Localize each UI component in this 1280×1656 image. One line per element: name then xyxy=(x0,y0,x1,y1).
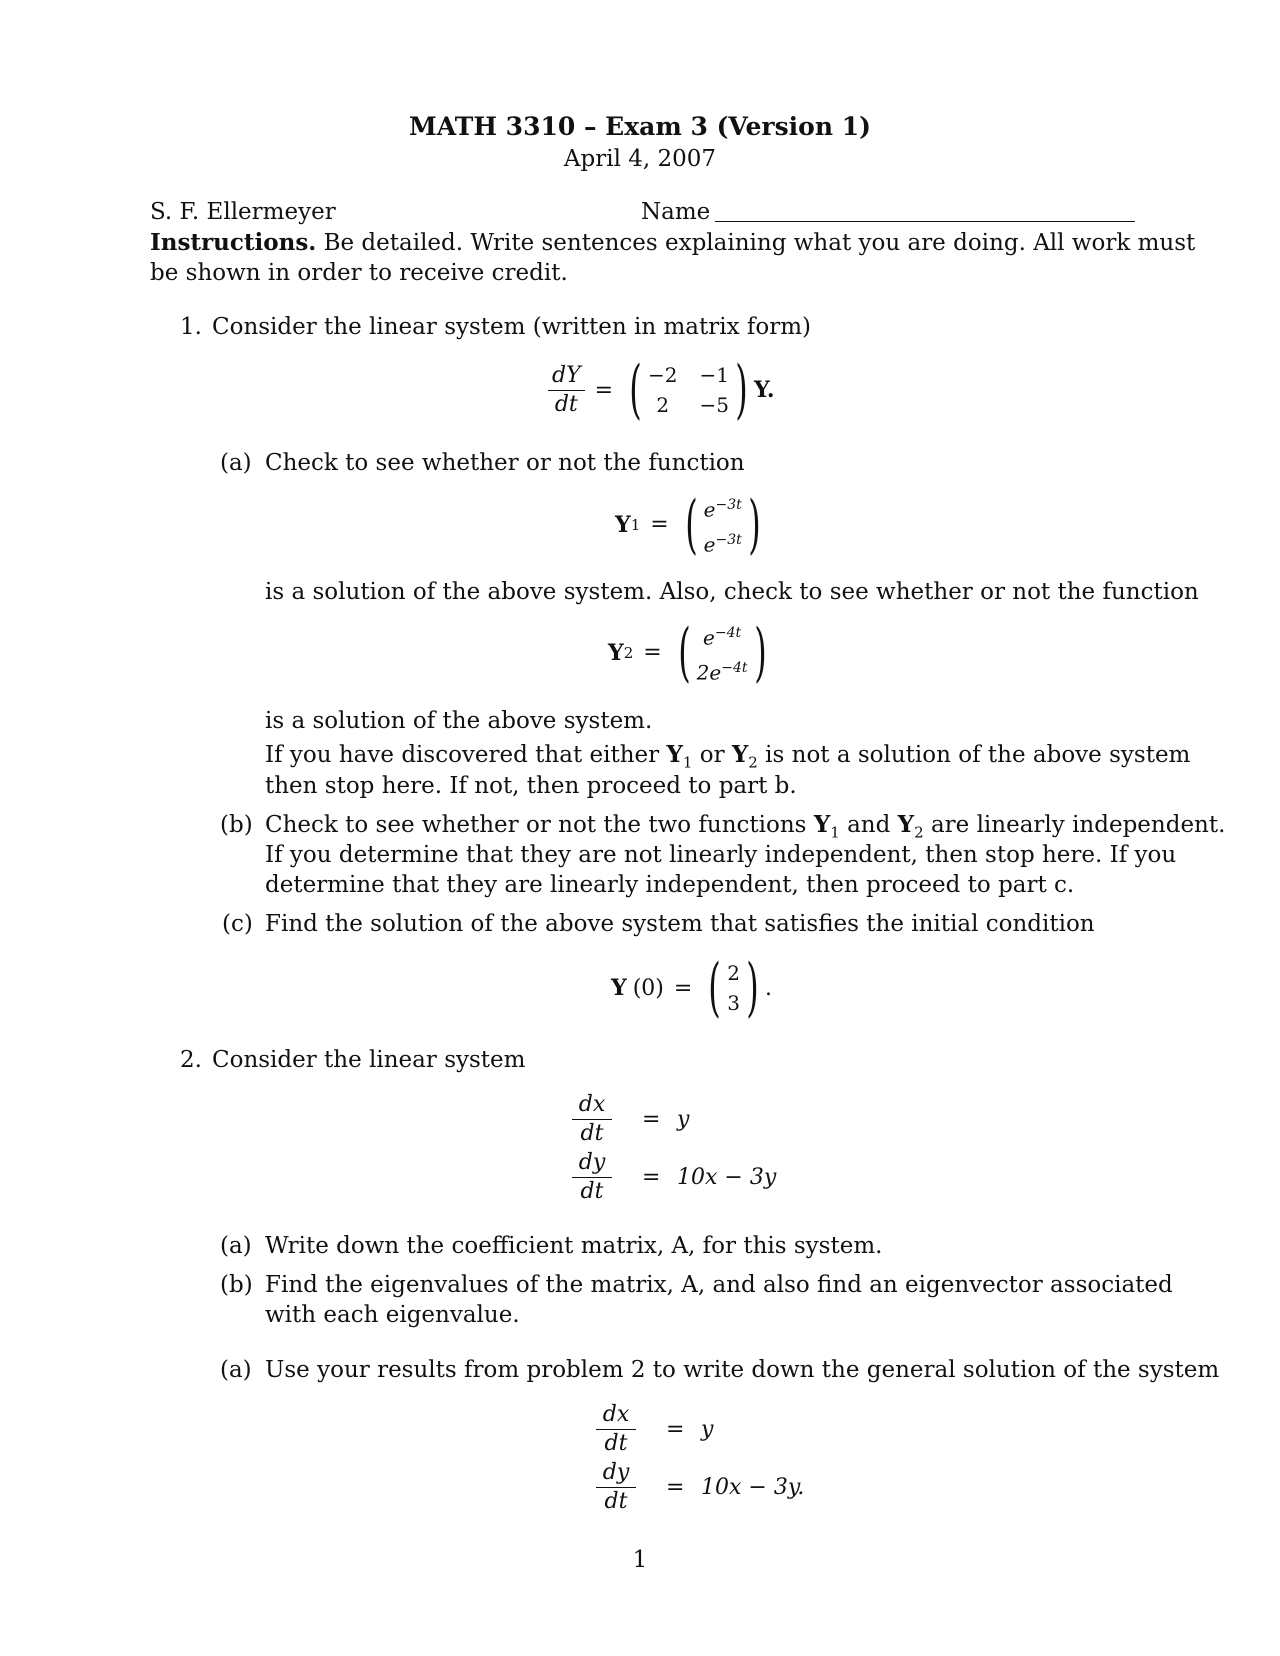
q1a-text-3: is a solution of the above system. xyxy=(265,708,653,734)
name-blank-line[interactable] xyxy=(715,221,1135,222)
y1-bottom-exp: −3t xyxy=(715,531,742,548)
equals: = xyxy=(666,1416,685,1442)
dt: dt xyxy=(604,1430,628,1456)
q3a-text: Use your results from problem 2 to write down the general solution of the system xyxy=(265,1357,1220,1383)
ic-period: . xyxy=(765,975,772,1001)
page-number: 1 xyxy=(632,1547,648,1573)
exam-title: MATH 3310 – Exam 3 (Version 1) xyxy=(409,112,871,141)
frac-denominator: dt xyxy=(554,391,578,417)
matrix-cell: −1 xyxy=(699,363,729,387)
instructions xyxy=(150,228,1195,258)
y1-top-exp: −3t xyxy=(715,497,742,513)
ic-bottom: 3 xyxy=(727,991,741,1015)
y1-bottom-base: e xyxy=(703,532,716,557)
dx: dx xyxy=(602,1401,630,1427)
y2-bottom-exp: −4t xyxy=(721,659,748,676)
q1a-label: (a) xyxy=(220,450,252,476)
q1a-text: Check to see whether or not the function xyxy=(265,450,745,476)
q1-matrix-equation: $\frac{dY}{dt}$ = ( −2 −1 2 −5 ) Y. xyxy=(548,358,774,422)
q1-number: 1. xyxy=(180,314,202,340)
y1-top-base: e xyxy=(703,497,716,522)
equals: = xyxy=(666,1474,685,1500)
author: S. F. Ellermeyer xyxy=(150,199,336,225)
q1a-text-5: then stop here. If not, then proceed to part b. xyxy=(265,773,797,799)
q1a-text-4b: or xyxy=(699,742,725,768)
dt: dt xyxy=(580,1178,604,1204)
q2b-label: (b) xyxy=(220,1272,253,1298)
name-label: Name xyxy=(641,199,711,225)
y1-vector: Y 1 = ( $e^{-3t}$ $e^{-3t}$ ) xyxy=(615,487,761,562)
q1b-text-1c: are linearly independent. xyxy=(930,812,1226,838)
q1b-text-2: If you determine that they are not linearly independent, then stop here. If you xyxy=(265,842,1177,868)
rhs-1: y xyxy=(677,1106,690,1132)
ic-symbol: Y xyxy=(611,975,627,1001)
q1a-text-4: If you have discovered that either $Y_1$ or $Y_2$ is not a solution of the above system xyxy=(265,741,1191,772)
dx: dx xyxy=(578,1091,606,1117)
y2-bottom-base: 2e xyxy=(696,660,722,685)
dy: dy xyxy=(602,1459,630,1485)
rhs-2: 10x − 3y xyxy=(677,1164,777,1190)
q2a-label: (a) xyxy=(220,1233,252,1259)
q1a-text-4c: is not a solution of the above system xyxy=(765,742,1191,768)
initial-condition: Y (0) = ( 2 3 ) . xyxy=(611,951,772,1025)
y2-top-base: e xyxy=(703,625,715,650)
coefficient-matrix xyxy=(648,360,729,420)
ic-column xyxy=(727,958,740,1018)
matrix-cell: −5 xyxy=(699,393,729,417)
y2-subscript: 2 xyxy=(623,643,634,662)
q1a-text-4a: If you have discovered that either xyxy=(265,742,660,768)
frac-numerator: dY xyxy=(552,362,581,388)
ic-argument: (0) xyxy=(632,975,664,1001)
q2a-text: Write down the coefficient matrix, A, for this system. xyxy=(265,1233,883,1259)
instructions-text-2: be shown in order to receive credit. xyxy=(150,260,568,286)
matrix-cell: −2 xyxy=(648,363,678,387)
q2b-text-2: with each eigenvalue. xyxy=(265,1302,520,1328)
equals: = xyxy=(642,1106,661,1132)
equals: = xyxy=(642,1164,661,1190)
y1-subscript: 1 xyxy=(630,515,641,534)
dy: dy xyxy=(578,1149,606,1175)
rhs-1: y xyxy=(701,1416,714,1442)
y2-symbol: Y xyxy=(608,639,624,666)
q1b-text-3: determine that they are linearly independent, then proceed to part c. xyxy=(265,872,1075,898)
y2-column xyxy=(697,618,748,687)
q1b-text-1a: Check to see whether or not the two functions xyxy=(265,812,807,838)
q3a-label: (a) xyxy=(220,1357,252,1383)
q1b-text-1: Check to see whether or not the two functions $Y_1$ and $Y_2$ are linearly independent. xyxy=(265,811,1226,842)
ic-top: 2 xyxy=(727,961,741,985)
q1c-label: (c) xyxy=(222,911,253,937)
matrix-eq-rhs: Y. xyxy=(753,377,775,403)
dY-dt-fraction xyxy=(548,362,585,419)
q1c-text: Find the solution of the above system that satisfies the initial condition xyxy=(265,911,1095,937)
instructions-label: Instructions. xyxy=(150,229,317,256)
y2-top-exp: −4t xyxy=(714,625,742,641)
instructions-text: Be detailed. Write sentences explaining what you are doing. All work must xyxy=(323,230,1196,256)
q1b-text-1b: and xyxy=(847,812,891,838)
q2-number: 2. xyxy=(180,1047,202,1073)
q2b-text-1: Find the eigenvalues of the matrix, A, and also find an eigenvector associated xyxy=(265,1272,1173,1298)
rhs-2: 10x − 3y. xyxy=(701,1474,805,1500)
exam-date: April 4, 2007 xyxy=(563,146,717,172)
y1-symbol: Y xyxy=(615,511,631,538)
q2-text: Consider the linear system xyxy=(212,1047,526,1073)
y1-column xyxy=(704,490,742,559)
q3-system xyxy=(596,1400,804,1516)
dt: dt xyxy=(604,1488,628,1514)
q1b-label: (b) xyxy=(220,812,253,838)
q2-system xyxy=(572,1090,776,1206)
q1a-text-2: is a solution of the above system. Also, check to see whether or not the function xyxy=(265,579,1199,605)
y2-vector: Y 2 = ( $e^{-4t}$ $2e^{-4t}$ ) xyxy=(608,615,767,690)
q1-text: Consider the linear system (written in matrix form) xyxy=(212,314,812,340)
dt: dt xyxy=(580,1120,604,1146)
matrix-cell: 2 xyxy=(656,393,670,417)
